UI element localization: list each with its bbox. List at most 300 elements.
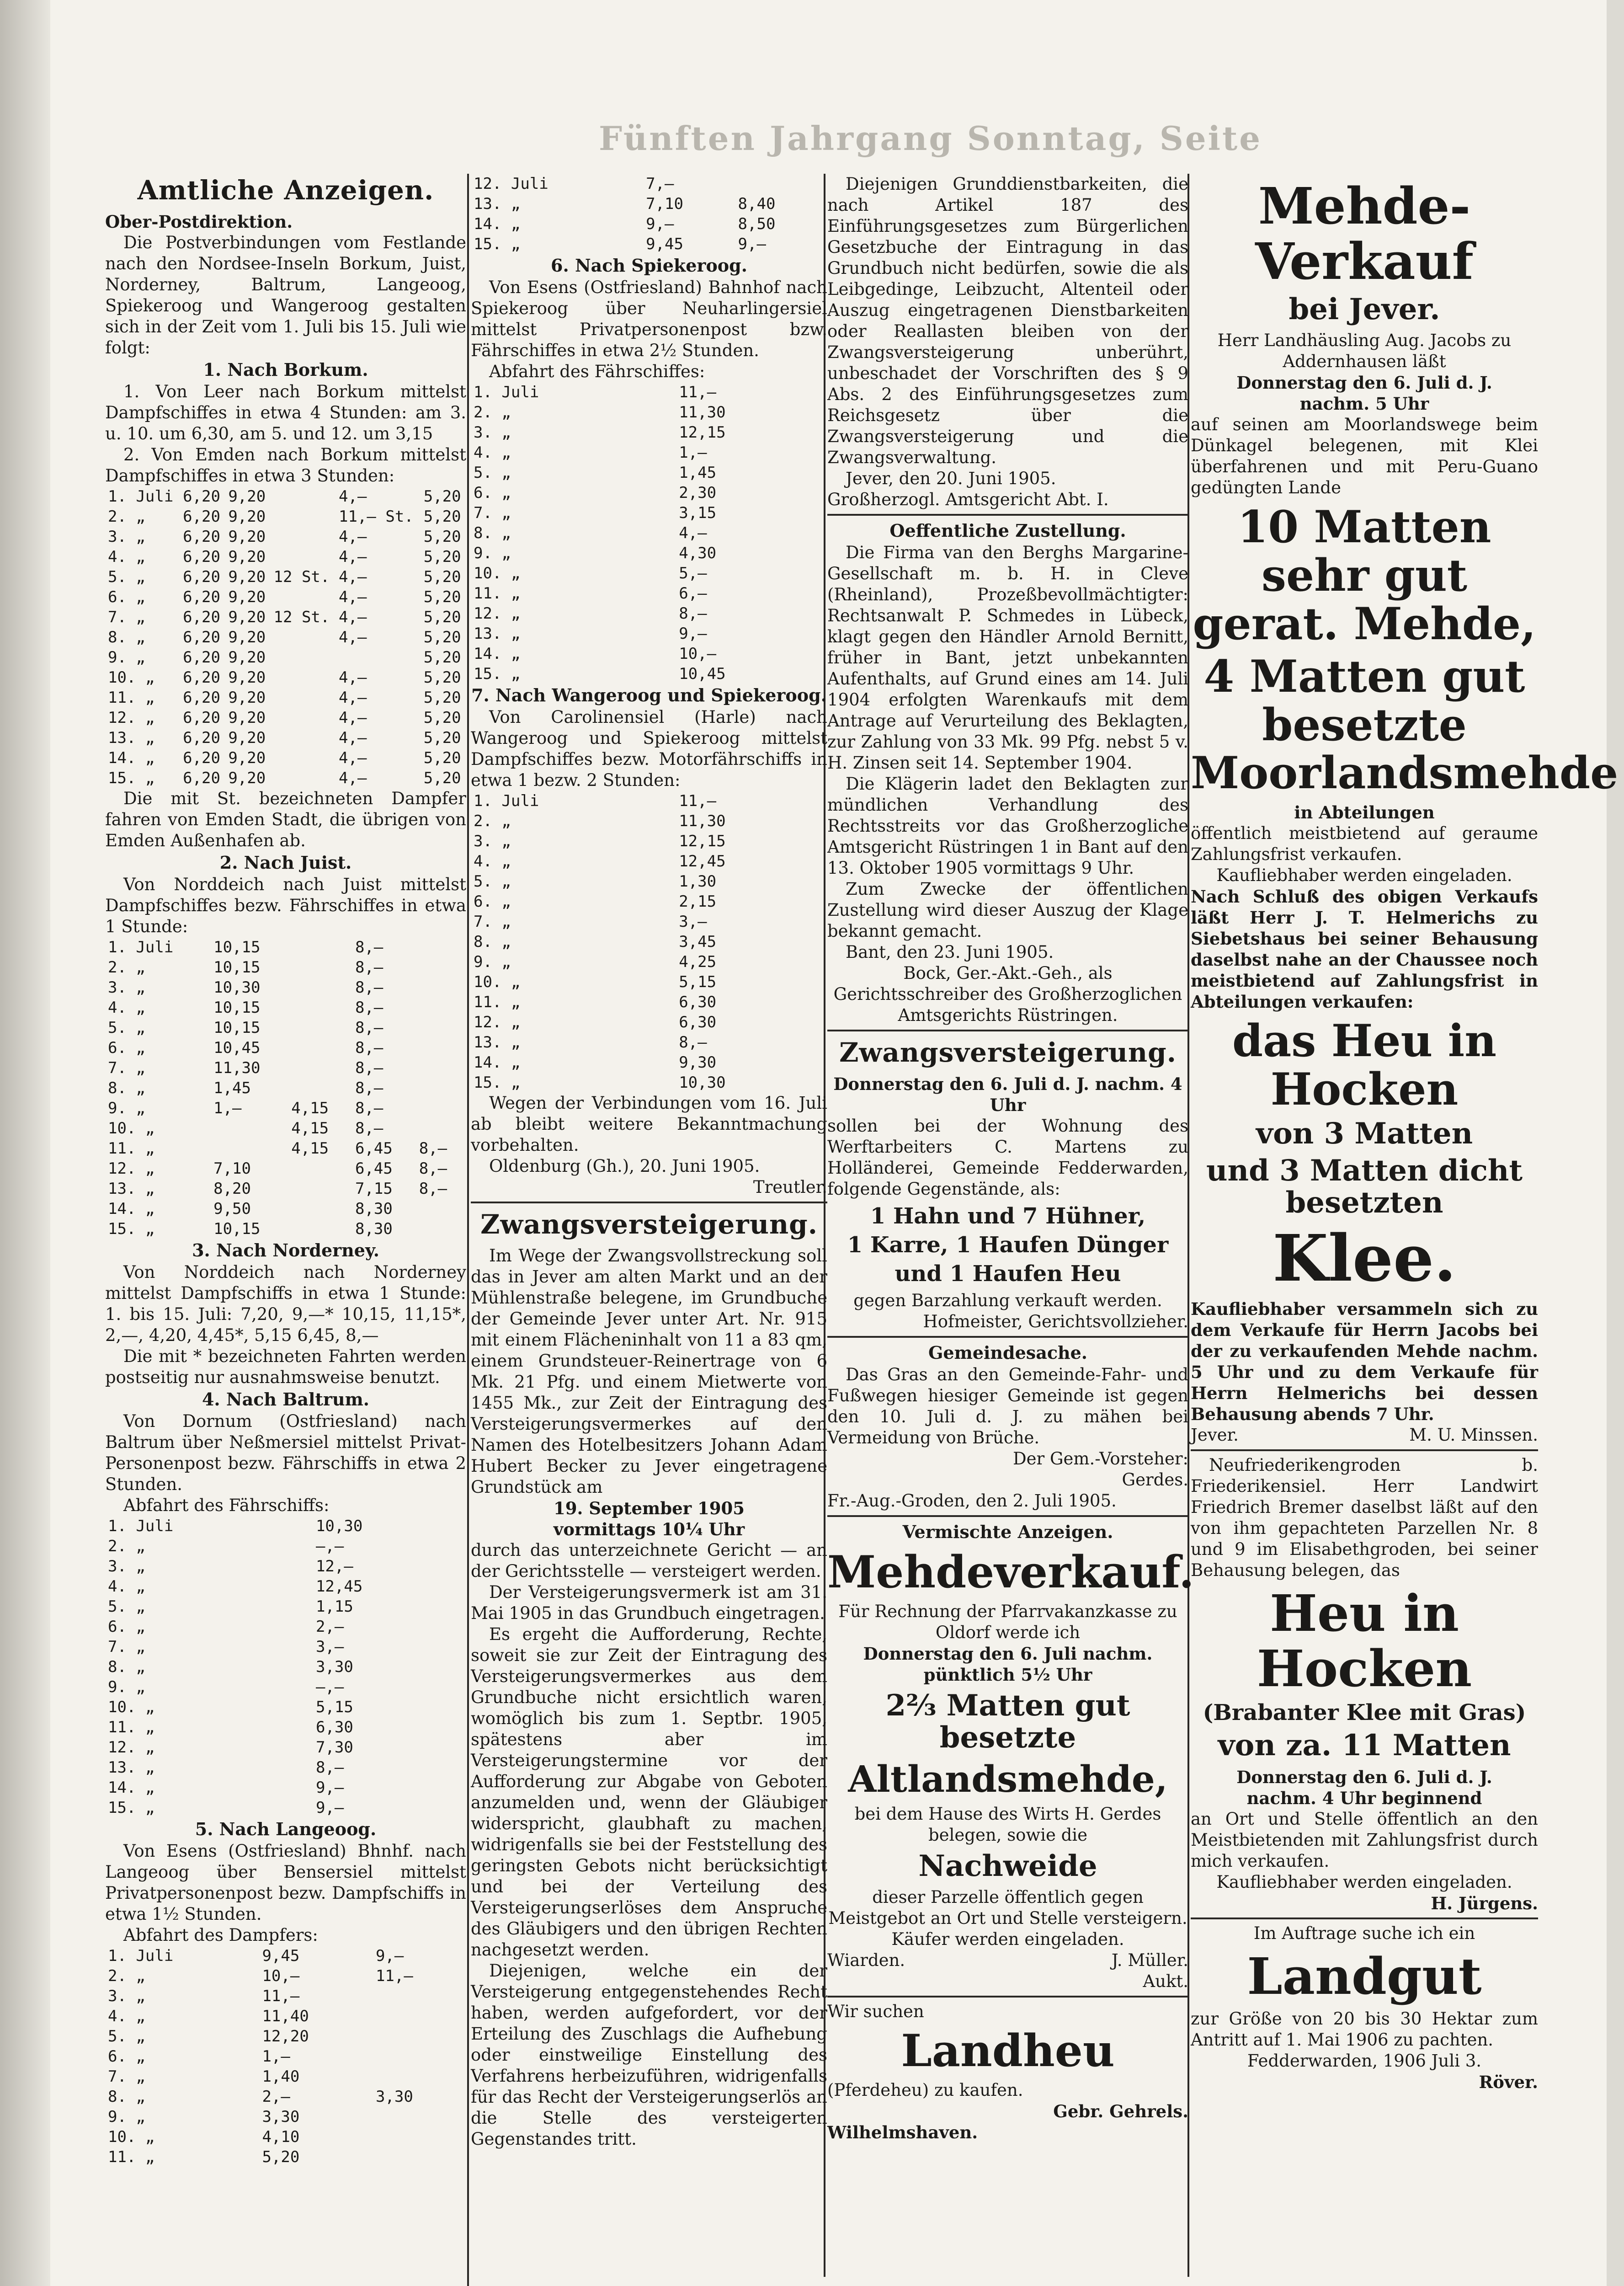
table-cell: 5,20 [423, 648, 461, 667]
table-cell: 5,20 [262, 2148, 300, 2166]
wangeroog-note: Wegen der Verbindungen vom 16. Juli ab bleibt weitere Bekanntmachung vorbehalten. [471, 1093, 827, 1155]
table-row [105, 1058, 466, 1078]
table-cell: 12 St. [273, 568, 330, 586]
table-cell: 11. „ [108, 1139, 155, 1158]
table-cell: 4. „ [108, 1577, 145, 1596]
table-cell [271, 748, 336, 768]
table-cell: 6. „ [108, 1618, 145, 1636]
table-cell [416, 1219, 466, 1239]
table-cell: 9,45 [646, 235, 683, 253]
divider [1191, 1917, 1538, 1919]
ad3-title: Landgut [1247, 1946, 1482, 2006]
table-cell: 4,— [339, 548, 367, 566]
mehdeverkauf-big-1: 2⅔ Matten gut besetzte [885, 1688, 1130, 1755]
table-cell: 9,20 [228, 487, 266, 506]
table-row [471, 664, 827, 684]
table-cell: 4,— [339, 668, 367, 687]
table-cell: 10,— [679, 645, 717, 663]
zwangs2-items-3: und 1 Haufen Heu [895, 1261, 1121, 1287]
mehde-verkauf-place-signer [1191, 1425, 1538, 1446]
table-cell: 11,— [262, 1987, 300, 2005]
table-cell: 4,— [679, 524, 707, 542]
table-cell: 6. „ [108, 588, 145, 606]
table-row [105, 567, 466, 587]
table-row [471, 912, 827, 932]
table-row [471, 624, 827, 644]
table-cell: 10,45 [213, 1039, 261, 1057]
column-4 [1191, 174, 1619, 2093]
table-cell: 4,— [339, 588, 367, 606]
table-row [105, 647, 466, 668]
table-cell [288, 1038, 352, 1058]
table-cell: 4,15 [291, 1139, 329, 1158]
wangeroog-heading: 7. Nach Wangeroog und Spiekeroog. [471, 685, 827, 705]
table-cell: 2. „ [108, 1537, 145, 1555]
table-cell: 9,20 [228, 689, 266, 707]
norderney-note: Die mit * bezeichneten Fahrten werden postseitig nur ausnahmsweise benutzt. [105, 1346, 466, 1387]
table-cell [288, 1078, 352, 1098]
table-cell: 3. „ [108, 1987, 145, 2005]
table-row [105, 688, 466, 708]
table-cell: 6,30 [315, 1718, 353, 1736]
table-cell: 9. „ [474, 953, 511, 971]
table-cell: 7,15 [355, 1180, 393, 1198]
table-row [471, 972, 827, 992]
table-cell: 11. „ [474, 584, 521, 603]
ad2-time: nachm. 4 Uhr beginnend [1246, 1788, 1482, 1808]
mehde-verkauf-text-5: Kaufliebhaber werden eingeladen. [1216, 865, 1512, 885]
table-cell: 10. „ [108, 2128, 155, 2146]
table-cell: 6,20 [183, 588, 220, 606]
table-cell: 6. „ [108, 1039, 145, 1057]
zwangs-text-4: Es ergeht die Aufforderung, Rechte, soweit sie zur Zeit der Eintragung des Versteigerungsvermerkes aus dem Grundbuche nicht ersichtlich waren, womöglich bis zum 1. Septbr. 1905, spätestens aber im Versteigerungstermine vor der Aufforderung zur Abgabe von Geboten anzumelden und, wenn der Gläubiger widerspricht, glaubhaft zu machen, widrigenfalls sie bei der Feststellung des geringsten Gebots nicht berücksichtigt und bei der Verteilung des Versteigerungserlöses dem Anspruche des Gläubigers und den übrigen Rechten nachgesetzt werden. [471, 1624, 827, 1960]
table-row [105, 1098, 466, 1118]
table-cell: 15. „ [474, 1074, 521, 1092]
table-cell: 8,20 [213, 1180, 251, 1198]
column-2 [471, 174, 827, 2150]
table-cell: 2. „ [474, 812, 511, 830]
table-cell: 12 St. [273, 608, 330, 626]
table-cell: 3. „ [108, 1557, 145, 1576]
table-cell: 6,20 [183, 668, 220, 687]
column-rule [467, 174, 469, 2286]
table-cell: 6,30 [679, 993, 717, 1011]
divider [827, 1030, 1188, 1031]
table-cell: 6,20 [183, 507, 220, 526]
table-cell: 13. „ [474, 1033, 521, 1052]
table-cell: 10,15 [213, 1019, 261, 1037]
table-row [105, 728, 466, 748]
table-cell [288, 1018, 352, 1038]
table-cell: 8,— [355, 958, 383, 977]
table-cell: 6,20 [183, 749, 220, 767]
table-cell: 5,20 [423, 689, 461, 707]
table-cell: 8,— [355, 938, 383, 956]
table-cell: 8,— [355, 1019, 383, 1037]
langeoog-sub: Abfahrt des Dampfers: [123, 1925, 318, 1945]
table-cell: 6. „ [474, 484, 511, 502]
table-cell: 8,— [419, 1180, 447, 1198]
divider [827, 1996, 1188, 1998]
table-row [471, 1073, 827, 1093]
authority: Ober-Postdirektion. [105, 212, 293, 232]
table-cell [416, 1098, 466, 1118]
table-cell: 11. „ [108, 2148, 155, 2166]
table-cell: 7. „ [474, 913, 511, 931]
borkum-text-2: 2. Von Emden nach Borkum mittelst Dampfschiffes in etwa 3 Stunden: [105, 445, 466, 486]
table-row [105, 1597, 466, 1617]
intro-text: Die Postverbindungen vom Festlande nach den Nordsee-Inseln Borkum, Juist, Norderney, Baltrum, Langeoog, Spiekeroog und Wangeroog gestalten sich in der Zeit vom 1. Juli bis 15. Juli wie folgt: [105, 233, 466, 358]
table-cell: 11,30 [679, 812, 726, 830]
table-row [105, 2026, 466, 2046]
divider [827, 1515, 1188, 1517]
table-cell [271, 507, 336, 527]
mehde-verkauf-title: Mehde-Verkauf [1255, 176, 1474, 291]
table-cell: 11. „ [474, 993, 521, 1011]
table-cell: 6,20 [183, 689, 220, 707]
landheu-text: (Pferdeheu) zu kaufen. [827, 2080, 1023, 2100]
table-cell: 5,20 [423, 769, 461, 787]
table-cell: 11. „ [108, 1718, 155, 1736]
zustellung-place: Bant, den 23. Juni 1905. [846, 942, 1054, 962]
norderney-heading: 3. Nach Norderney. [192, 1240, 379, 1261]
table-cell: 9,20 [228, 608, 266, 626]
table-cell: 6,20 [183, 568, 220, 586]
mehdeverkauf-text-3: dieser Parzelle öffentlich gegen Meistgebot an Ort und Stelle versteigern. Käufer werden eingeladen. [828, 1887, 1187, 1950]
zwangs-time: vormittags 10¼ Uhr [553, 1519, 745, 1539]
table-cell: 12,45 [315, 1577, 363, 1596]
table-cell: 9. „ [108, 1099, 145, 1117]
table-cell: 10,15 [213, 938, 261, 956]
table-cell: 6,— [679, 584, 707, 603]
table-cell: 8,— [315, 1758, 344, 1777]
table-cell: 9,20 [228, 568, 266, 586]
table-cell [373, 2147, 466, 2167]
table-row [471, 811, 827, 831]
table-cell: 5,— [679, 564, 707, 582]
mehde-verkauf-text-6: Nach Schluß des obigen Verkaufs läßt Herr J. T. Helmerichs zu Siebetshaus bei seiner Behausung daselbst nahe an der Chaussee noch meistbietend auf Zahlungsfrist in Abteilungen verkaufen: [1191, 886, 1538, 1012]
table-cell: 5,20 [423, 628, 461, 646]
spiekeroog-table [471, 382, 827, 684]
table-row [471, 402, 827, 422]
table-cell: 10,15 [213, 999, 261, 1017]
column-1 [105, 169, 466, 2167]
table-cell: 9,20 [228, 588, 266, 606]
table-row [471, 1032, 827, 1052]
table-row [105, 957, 466, 977]
table-cell: —,— [315, 1678, 344, 1696]
table-cell: 5,20 [423, 749, 461, 767]
table-row [471, 463, 827, 483]
mehdeverkauf-title: Mehdeverkauf. [827, 1546, 1194, 1598]
mehde-verkauf-subtitle: bei Jever. [1289, 292, 1440, 326]
table-cell: 8,— [355, 1099, 383, 1117]
borkum-heading: 1. Nach Borkum. [203, 359, 368, 380]
mehde-verkauf-text-7: Kaufliebhaber versammeln sich zu dem Verkaufe für Herrn Jacobs bei der zu verkaufenden Mehde nachm. 5 Uhr und zu dem Verkaufe für Herrn Helmerichs bei dessen Behausung abends 7 Uhr. [1191, 1299, 1538, 1425]
table-cell: 6,20 [183, 709, 220, 727]
table-row [105, 2067, 466, 2087]
table-row [105, 2006, 466, 2026]
norderney-text: Von Norddeich nach Norderney mittelst Dampfschiffs in etwa 1 Stunde: 1. bis 15. Juli: 7,20, 9,—* 10,15, 11,15*, 2,—, 4,20, 4,45*, 5,15 6,45, 8,— [105, 1262, 466, 1345]
grunddienst-signer: Großherzogl. Amtsgericht Abt. I. [827, 490, 1109, 509]
grunddienst-place: Jever, den 20. Juni 1905. [846, 469, 1056, 488]
table-cell: 3,— [679, 913, 707, 931]
zustellung-text-2: Die Klägerin ladet den Beklagten zur mündlichen Verhandlung des Rechtsstreits vor das Großherzogliche Amtsgericht Rüstringen 1 in Bant auf den 13. Oktober 1905 vormittags 9 Uhr. [827, 774, 1188, 878]
table-cell: 3,15 [679, 504, 717, 522]
table-cell [288, 937, 352, 957]
table-cell: 9,— [646, 215, 674, 233]
table-cell: 4. „ [108, 2007, 145, 2025]
table-row [105, 768, 466, 788]
table-cell: 15. „ [474, 665, 521, 683]
table-cell: 9,— [375, 1947, 404, 1965]
ad2-big-3: von za. 11 Matten [1218, 1728, 1511, 1763]
table-cell: 5. „ [108, 1597, 145, 1616]
page-spine [0, 0, 50, 2286]
table-row [105, 1159, 466, 1179]
table-row [471, 644, 827, 664]
table-cell [271, 627, 336, 647]
table-cell: 4,— [339, 628, 367, 646]
table-cell [416, 937, 466, 957]
table-cell: 4,— [339, 608, 367, 626]
table-cell: 5. „ [474, 872, 511, 891]
table-cell: 9. „ [108, 648, 145, 667]
zustellung-text: Die Firma van den Berghs Margarine-Gesellschaft m. b. H. in Cleve (Rheinland), Prozeßbevollmächtigter: Rechtsanwalt P. Schmedes in Lübeck, klagt gegen den Händler Arnold Bernitt, früher in Bant, jetzt unbekannten Aufenthalts, auf Grund eines am 14. Juli 1904 erfolgten Warenkaufs mit dem Antrage auf Verurteilung des Beklagten, zur Zahlung von 33 Mk. 99 Pfg. nebst 5 v. H. Zinsen seit 14. September 1904. [827, 543, 1188, 773]
table-cell: 6,20 [183, 608, 220, 626]
table-cell: 8,— [355, 1059, 383, 1077]
mehde-verkauf-big-2: 4 Matten gut besetzte Moorlandsmehde [1191, 651, 1619, 799]
table-row [105, 1516, 466, 1536]
table-cell: 12,— [315, 1557, 353, 1576]
table-row [105, 1617, 466, 1637]
table-row [471, 952, 827, 972]
table-cell: 6,20 [183, 648, 220, 667]
table-cell [373, 2067, 466, 2087]
table-cell: 9,20 [228, 507, 266, 526]
table-row [471, 1052, 827, 1073]
langeoog-table-continued [471, 174, 827, 254]
landheu-place: Wilhelmshaven. [827, 2122, 978, 2142]
ad2-big-1: Heu in Hocken [1257, 1584, 1472, 1698]
table-row [105, 507, 466, 527]
table-cell: 10,15 [213, 958, 261, 977]
table-cell: 10,— [262, 1967, 300, 1985]
table-cell: 6,20 [183, 729, 220, 747]
table-cell: 12,45 [679, 852, 726, 871]
ad2-text-2: an Ort und Stelle öffentlich an den Meistbietenden mit Zahlungsfrist durch mich verkaufen. [1191, 1809, 1538, 1871]
table-row [105, 1118, 466, 1138]
mehdeverkauf-signer-title: Aukt. [1143, 1971, 1188, 1992]
table-row [105, 1697, 466, 1717]
table-cell: 11. „ [108, 689, 155, 707]
table-row [471, 871, 827, 892]
table-cell: 10. „ [474, 564, 521, 582]
table-cell: 5. „ [108, 1019, 145, 1037]
mehdeverkauf-big-2: Altlandsmehde, [848, 1757, 1168, 1800]
table-row [105, 1199, 466, 1219]
divider [1191, 1449, 1538, 1451]
table-cell: 5. „ [474, 464, 511, 482]
baltrum-sub: Abfahrt des Fährschiffs: [123, 1496, 330, 1515]
table-cell: 9,— [679, 625, 707, 643]
ad3-intro: Im Auftrage suche ich ein [1253, 1923, 1475, 1943]
zwangs-text-2: durch das unterzeichnete Gericht — an der Gerichtsstelle — versteigert werden. [471, 1540, 827, 1581]
spiekeroog-heading: 6. Nach Spiekeroog. [551, 255, 747, 276]
table-row [105, 1219, 466, 1239]
table-row [105, 1038, 466, 1058]
table-cell: 1,15 [315, 1597, 353, 1616]
zustellung-signer: Bock, Ger.-Akt.-Geh., als Gerichtsschreiber des Großherzoglichen Amtsgerichts Rüstringen. [833, 963, 1182, 1025]
mehdeverkauf-big-3: Nachweide [918, 1848, 1097, 1883]
table-cell: 14. „ [108, 749, 155, 767]
table-cell: 8,30 [355, 1200, 393, 1218]
table-cell: 4,30 [679, 544, 717, 562]
table-row [105, 668, 466, 688]
zwangs2-items-2: 1 Karre, 1 Haufen Dünger [847, 1232, 1169, 1258]
table-row [471, 234, 827, 254]
table-cell: 3,30 [375, 2088, 413, 2106]
table-row [105, 607, 466, 627]
zwangs2-text: sollen bei der Wohnung des Werftarbeiters C. Martens zu Holländerei, Gemeinde Fedderwarden, folgende Gegenstände, als: [827, 1116, 1188, 1199]
table-row [105, 1757, 466, 1778]
table-cell: 9,— [315, 1779, 344, 1797]
mehde-verkauf-big-6: Klee. [1273, 1221, 1456, 1297]
table-row [105, 1677, 466, 1697]
table-cell: 13. „ [474, 625, 521, 643]
table-cell: 3. „ [108, 528, 145, 546]
mehdeverkauf-place-signer [827, 1950, 1188, 1971]
table-cell: 4,— [339, 709, 367, 727]
table-cell [288, 1179, 352, 1199]
wangeroog-table [471, 791, 827, 1093]
table-cell: 4,— [339, 729, 367, 747]
table-cell: 11,— [679, 792, 717, 810]
table-cell: 5,20 [423, 608, 461, 626]
table-cell [416, 1199, 466, 1219]
table-cell: 5,20 [423, 507, 461, 526]
table-cell: 6,20 [183, 628, 220, 646]
mehde-verkauf-place: Jever. [1191, 1425, 1239, 1445]
table-row [105, 1138, 466, 1159]
table-row [471, 523, 827, 543]
table-cell: 5,20 [423, 588, 461, 606]
table-row [105, 527, 466, 547]
table-cell: 10,30 [213, 978, 261, 997]
zwangs2-items-1: 1 Hahn und 7 Hühner, [870, 1203, 1146, 1229]
table-row [105, 708, 466, 728]
table-cell: 10. „ [108, 1698, 155, 1716]
table-row [105, 2147, 466, 2167]
divider [471, 1202, 827, 1203]
table-cell: 2,30 [679, 484, 717, 502]
table-cell [271, 688, 336, 708]
table-cell: 7. „ [108, 608, 145, 626]
langeoog-heading: 5. Nach Langeoog. [195, 1819, 377, 1839]
wangeroog-signer: Treutler. [753, 1177, 827, 1197]
mehde-verkauf-big-5: und 3 Matten dicht besetzten [1206, 1153, 1523, 1220]
zwangs-heading: Zwangsversteigerung. [480, 1209, 818, 1240]
table-cell: 15. „ [108, 1220, 155, 1238]
table-cell: 8. „ [108, 628, 145, 646]
mehdeverkauf-text-2: bei dem Hause des Wirts H. Gerdes belegen, sowie die [854, 1804, 1161, 1845]
table-cell: 12,15 [679, 832, 726, 850]
table-cell: 5,20 [423, 568, 461, 586]
table-cell: 14. „ [474, 645, 521, 663]
table-row [471, 831, 827, 851]
table-cell: 6,20 [183, 769, 220, 787]
baltrum-text: Von Dornum (Ostfriesland) nach Baltrum über Neßmersiel mittelst Privat-Personenpost bezw. Fährschiffs in etwa 2 Stunden. [105, 1411, 466, 1494]
baltrum-heading: 4. Nach Baltrum. [202, 1389, 370, 1410]
table-cell: 5,20 [423, 668, 461, 687]
table-cell: 4,10 [262, 2128, 300, 2146]
table-cell: 15. „ [474, 235, 521, 253]
table-row [105, 627, 466, 647]
table-cell: 2,— [262, 2088, 290, 2106]
table-cell: 3,30 [315, 1658, 353, 1676]
table-cell: 12. „ [474, 604, 521, 623]
table-cell: 3. „ [474, 832, 511, 850]
table-cell: 8. „ [474, 524, 511, 542]
newspaper-page [50, 0, 1619, 2286]
table-cell [373, 1986, 466, 2006]
mehde-verkauf-date: Donnerstag den 6. Juli d. J. [1236, 373, 1492, 393]
table-cell: 10,30 [315, 1517, 363, 1535]
table-cell: 8. „ [108, 1658, 145, 1676]
mehde-verkauf-text-2: auf seinen am Moorlandswege beim Dünkagel belegenen, mit Klei überfahrenen und mit Peru-Guano gedüngten Lande [1191, 415, 1538, 498]
table-cell [373, 2006, 466, 2026]
ad2-signer: H. Jürgens. [1431, 1893, 1538, 1913]
table-row [105, 977, 466, 998]
table-row [471, 851, 827, 871]
juist-text: Von Norddeich nach Juist mittelst Dampfschiffes bezw. Fährschiffes in etwa 1 Stunde: [105, 875, 466, 936]
table-cell: 9,30 [679, 1053, 717, 1072]
table-row [105, 2087, 466, 2107]
table-cell [373, 2107, 466, 2127]
table-cell: 6. „ [474, 892, 511, 911]
landheu-firm: Gebr. Gehrels. [1053, 2101, 1188, 2121]
table-row [471, 194, 827, 214]
table-cell: 5,20 [423, 548, 461, 566]
table-cell: —,— [315, 1537, 344, 1555]
table-cell: 5. „ [108, 2027, 145, 2046]
table-cell [288, 1199, 352, 1219]
table-cell: 1. Juli [108, 938, 174, 956]
table-cell: 1. Juli [108, 487, 174, 506]
zwangs2-date: Donnerstag den 6. Juli d. J. nachm. 4 Uhr [833, 1074, 1182, 1115]
section-title: Amtliche Anzeigen. [137, 175, 434, 206]
table-cell: 8,30 [355, 1220, 393, 1238]
table-cell: 2. „ [108, 958, 145, 977]
table-cell: 10. „ [108, 668, 155, 687]
table-row [105, 1946, 466, 1966]
zwangs2-signer: Hofmeister, Gerichtsvollzieher. [923, 1312, 1188, 1332]
table-cell: 7,10 [213, 1159, 251, 1178]
table-cell: 9,— [315, 1799, 344, 1817]
zwangs-date: 19. September 1905 [554, 1498, 745, 1518]
table-cell: 1,45 [679, 464, 717, 482]
zustellung-text-3: Zum Zwecke der öffentlichen Zustellung wird dieser Auszug der Klage bekannt gemacht. [827, 879, 1188, 941]
table-row [105, 998, 466, 1018]
table-cell: 1. Juli [108, 1517, 174, 1535]
table-cell [211, 1138, 288, 1159]
table-cell: 1,45 [213, 1079, 251, 1097]
mehde-verkauf-signer: M. U. Minssen. [1409, 1425, 1538, 1445]
juist-table [105, 937, 466, 1239]
ad3-text: zur Größe von 20 bis 30 Hektar zum Antritt auf 1. Mai 1906 zu pachten. [1191, 2008, 1538, 2050]
table-cell: 1,40 [262, 2067, 300, 2086]
juist-heading: 2. Nach Juist. [219, 852, 352, 873]
